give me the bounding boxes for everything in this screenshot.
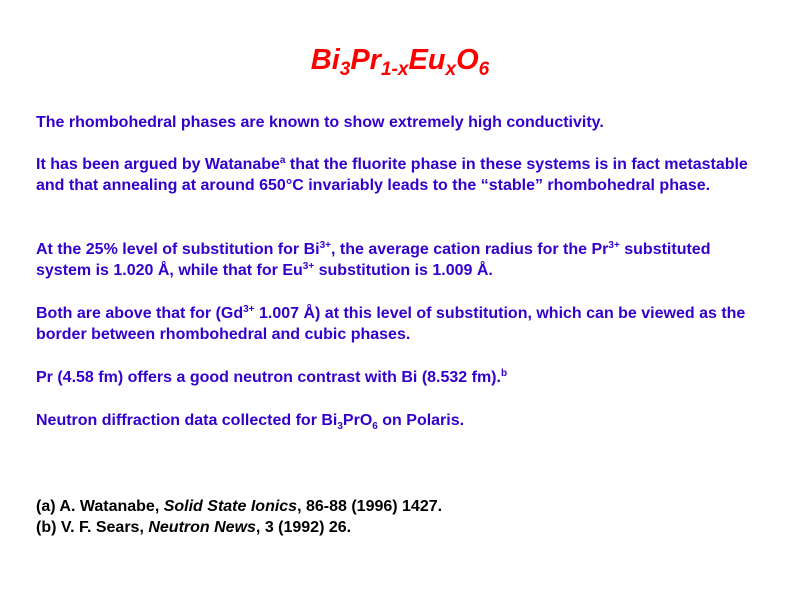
charge-superscript: 3+ [319, 240, 331, 251]
reference-a-journal: Solid State Ionics [163, 498, 298, 515]
paragraph-conductivity-text: The rhombohedral phases are known to show extremely high conductivity. [36, 114, 604, 131]
charge-superscript: 3+ [608, 240, 620, 251]
title-o: O [456, 44, 479, 76]
formula-subscript: 3 [337, 421, 343, 432]
reference-a-authors: (a) A. Watanabe, [36, 498, 164, 515]
paragraph-border-text-a: Both are above that for (Gd [36, 305, 244, 322]
title-sub-3: 3 [339, 59, 351, 80]
paragraph-watanabe-text-b: that the fluorite phase in these systems is in fact metastable and that annealing at around 650°C invariably leads to the “stable” rhombohedral phase. [36, 156, 748, 194]
reference-b-details: , 3 (1992) 26. [255, 519, 352, 536]
footnote-marker-a: a [279, 155, 286, 166]
slide-title [0, 42, 800, 78]
paragraph-polaris-text-c: on Polaris. [377, 412, 465, 429]
title-sub-6: 6 [478, 59, 490, 80]
paragraph-polaris-text-b: PrO [342, 412, 373, 429]
paragraph-border [36, 303, 756, 345]
reference-a-details: , 86-88 (1996) 1427. [297, 498, 443, 515]
title-sub-1-x: 1-x [380, 59, 409, 80]
paragraph-substitution [36, 239, 756, 281]
reference-a [36, 496, 756, 517]
formula-subscript: 6 [372, 421, 378, 432]
paragraph-watanabe [36, 154, 756, 196]
reference-b-journal: Neutron News [148, 519, 256, 536]
charge-superscript: 3+ [243, 304, 255, 315]
paragraph-substitution-text-c: substituted system is 1.020 Å, while that for Eu [36, 241, 711, 279]
paragraph-border-text-b: 1.007 Å) at this level of substitution, which can be viewed as the border between rhombohedral and cubic phases. [36, 305, 746, 343]
paragraph-substitution-text-d: substitution is 1.009 Å. [314, 262, 493, 279]
footnote-marker-b: b [500, 368, 508, 379]
paragraph-conductivity [36, 112, 756, 133]
title-sub-x: x [445, 59, 457, 80]
paragraph-neutron-contrast [36, 367, 756, 388]
paragraph-polaris-text-a: Neutron diffraction data collected for Bi [36, 412, 338, 429]
title-pr: Pr [350, 44, 381, 76]
paragraph-neutron-contrast-text: Pr (4.58 fm) offers a good neutron contrast with Bi (8.532 fm). [36, 369, 501, 386]
paragraph-watanabe-text-a: It has been argued by Watanabe [36, 156, 280, 173]
paragraph-polaris [36, 410, 756, 431]
title-eu: Eu [408, 44, 446, 76]
charge-superscript: 3+ [302, 261, 315, 272]
paragraph-substitution-text-b: , the average cation radius for the Pr [330, 241, 609, 258]
paragraph-substitution-text-a: At the 25% level of substitution for Bi [36, 241, 320, 258]
title-bi: Bi [310, 44, 340, 76]
reference-b [36, 517, 756, 538]
reference-b-authors: (b) V. F. Sears, [36, 519, 149, 536]
